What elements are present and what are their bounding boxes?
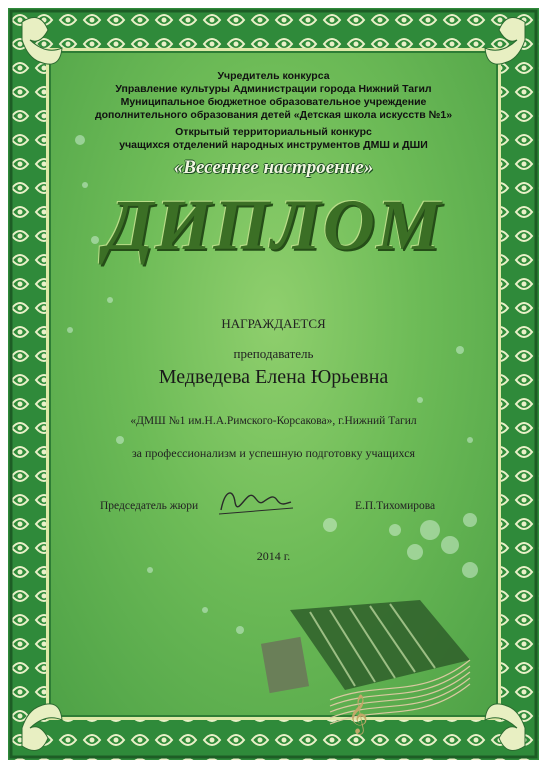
award-reason: за профессионализм и успешную подготовку учащихся	[131, 446, 416, 460]
contest-line: Открытый территориальный конкурс	[175, 126, 372, 138]
jury-chair-name: Е.П.Тихомирова	[355, 500, 436, 512]
handwritten-signature	[215, 482, 295, 522]
flower-cluster	[323, 513, 478, 578]
recipient-role: преподаватель	[233, 346, 314, 361]
awarded-label: НАГРАЖДАЕТСЯ	[221, 316, 326, 331]
contest-line: учащихся отделений народных инструментов ДМШ и ДШИ	[119, 139, 428, 151]
diploma-title: ДИПЛОМ	[104, 185, 443, 265]
organizer-line: дополнительного образования детей «Детская школа искусств №1»	[94, 109, 453, 121]
school-name: «ДМШ №1 им.Н.А.Римского-Корсакова», г.Нижний Тагил	[130, 415, 417, 427]
organizer-line: Муниципальное бюджетное образовательное учреждение	[120, 96, 427, 108]
founder-label: Учредитель конкурса	[217, 70, 330, 82]
contest-name: «Весеннее настроение»	[173, 157, 374, 178]
year-label: 2014 г.	[256, 549, 291, 563]
organizer-line: Управление культуры Администрации города Нижний Тагил	[115, 83, 432, 95]
recipient-name: Медведева Елена Юрьевна	[158, 366, 389, 388]
treble-clef-icon: 𝄞	[348, 694, 369, 734]
jury-chair-label: Председатель жюри	[100, 500, 199, 512]
